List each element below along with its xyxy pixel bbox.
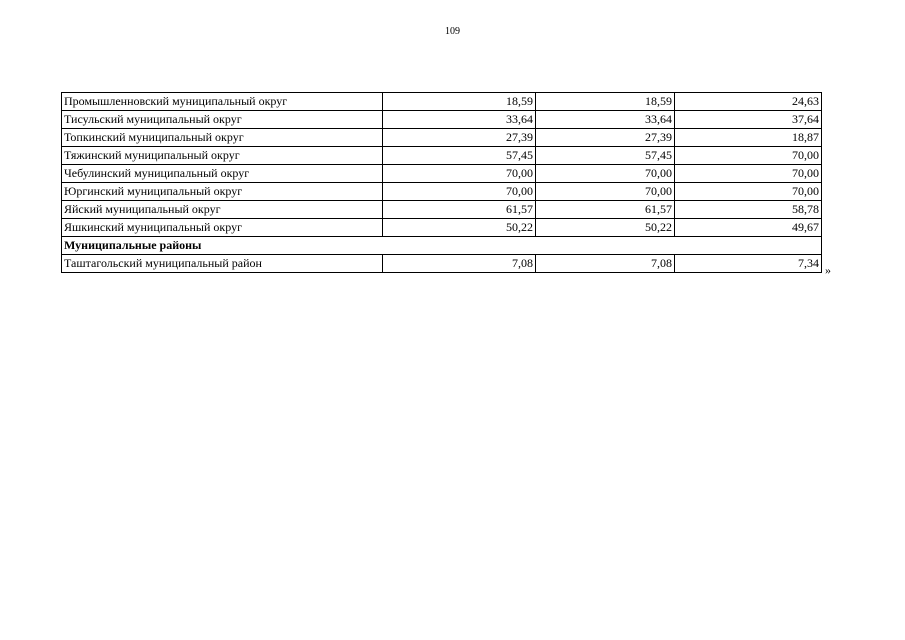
row-value-1: 7,08 (383, 255, 536, 273)
table-row (62, 111, 822, 129)
row-value-2: 70,00 (536, 183, 675, 201)
row-value-1: 70,00 (383, 183, 536, 201)
row-name: Яшкинский муниципальный округ (62, 219, 383, 237)
row-value-3: 18,87 (675, 129, 822, 147)
row-value-3: 7,34 (675, 255, 822, 273)
row-value-2: 50,22 (536, 219, 675, 237)
row-value-1: 50,22 (383, 219, 536, 237)
row-value-2: 33,64 (536, 111, 675, 129)
row-value-2: 57,45 (536, 147, 675, 165)
row-value-3: 37,64 (675, 111, 822, 129)
row-value-3: 70,00 (675, 147, 822, 165)
row-value-1: 70,00 (383, 165, 536, 183)
row-value-1: 61,57 (383, 201, 536, 219)
table-row (62, 219, 822, 237)
row-value-2: 70,00 (536, 165, 675, 183)
row-name: Чебулинский муниципальный округ (62, 165, 383, 183)
row-name: Тяжинский муниципальный округ (62, 147, 383, 165)
row-value-3: 24,63 (675, 93, 822, 111)
row-value-1: 33,64 (383, 111, 536, 129)
table-row (62, 147, 822, 165)
table-row (62, 201, 822, 219)
row-name: Таштагольский муниципальный район (62, 255, 383, 273)
row-value-1: 57,45 (383, 147, 536, 165)
row-value-3: 70,00 (675, 165, 822, 183)
row-name: Юргинский муниципальный округ (62, 183, 383, 201)
row-value-2: 27,39 (536, 129, 675, 147)
section-header: Муниципальные районы (62, 237, 822, 255)
row-value-1: 27,39 (383, 129, 536, 147)
row-value-1: 18,59 (383, 93, 536, 111)
row-name: Тисульский муниципальный округ (62, 111, 383, 129)
table-row (62, 165, 822, 183)
page-number: 109 (445, 26, 460, 37)
closing-quote: » (825, 263, 831, 277)
row-value-3: 49,67 (675, 219, 822, 237)
table-row (62, 183, 822, 201)
section-header-row (62, 237, 822, 255)
row-name: Промышленновский муниципальный округ (62, 93, 383, 111)
row-name: Яйский муниципальный округ (62, 201, 383, 219)
data-table (61, 92, 822, 273)
row-value-2: 7,08 (536, 255, 675, 273)
table-row (62, 255, 822, 273)
row-value-2: 18,59 (536, 93, 675, 111)
row-value-3: 70,00 (675, 183, 822, 201)
row-value-2: 61,57 (536, 201, 675, 219)
row-name: Топкинский муниципальный округ (62, 129, 383, 147)
table-row (62, 93, 822, 111)
table-row (62, 129, 822, 147)
row-value-3: 58,78 (675, 201, 822, 219)
